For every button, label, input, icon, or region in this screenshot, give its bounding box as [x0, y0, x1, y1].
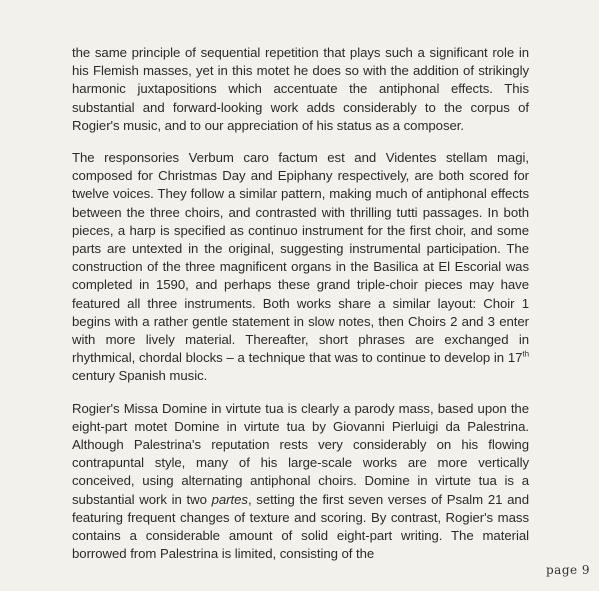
paragraph-text: Rogier's Missa Domine in virtute tua is clearly a parody mass, based upon the eight-part motet Domine in virtute tua by Giovanni Pierluigi da Palestrina. Although Palestrina's reputation rests very considerably on his flowing contrapuntal style, many of his large-scale works are more vertically conceived, using alternating antiphonal choirs. Domine in virtute tua is a substantial work in two — [72, 400, 529, 507]
paragraph-motet-summary — [72, 44, 529, 135]
paragraph-missa-domine — [72, 400, 529, 564]
document-body — [72, 44, 529, 577]
ordinal-suffix: th — [522, 349, 529, 359]
paragraph-responsories — [72, 149, 529, 386]
paragraph-text: , setting the first seven verses of Psalm 21 and featuring frequent changes of texture and scoring. By contrast, Rogier's mass contains a considerable amount of solid eight-part writing. The material borrowed from Palestrina is limited, consisting of the — [72, 491, 529, 562]
paragraph-text: century Spanish music. — [72, 368, 208, 384]
paragraph-text: The responsories Verbum caro factum est and Videntes stellam magi, composed for Christmas Day and Epiphany respectively, are both scored for twelve voices. They follow a similar pattern, making much of antiphonal effects between the three choirs, and contrasted with thrilling tutti passages. In both pieces, a harp is specified as continuo instrument for the first choir, and some parts are untexted in the original, suggesting instrumental participation. The construction of the three magnificent organs in the Basilica at El Escorial was completed in 1590, and perhaps these grand triple-choir pieces may have featured all three instruments. Both works share a similar layout: Choir 1 begins with a rather gentle statement in slow notes, then Choirs 2 and 3 enter with more lively material. Thereafter, short phrases are exchanged in rhythmical, chordal blocks – a technique that was to continue to develop in 17 — [72, 150, 529, 366]
page-number: page 9 — [546, 563, 591, 577]
paragraph-text: the same principle of sequential repetition that plays such a significant role in his Flemish masses, yet in this motet he does so with the addition of strikingly harmonic juxtapositions which accentuate the antiphonal effects. This substantial and forward-looking work adds considerably to the corpus of Rogier's music, and to our appreciation of his status as a composer. — [72, 45, 529, 133]
italic-term: partes — [211, 491, 248, 507]
